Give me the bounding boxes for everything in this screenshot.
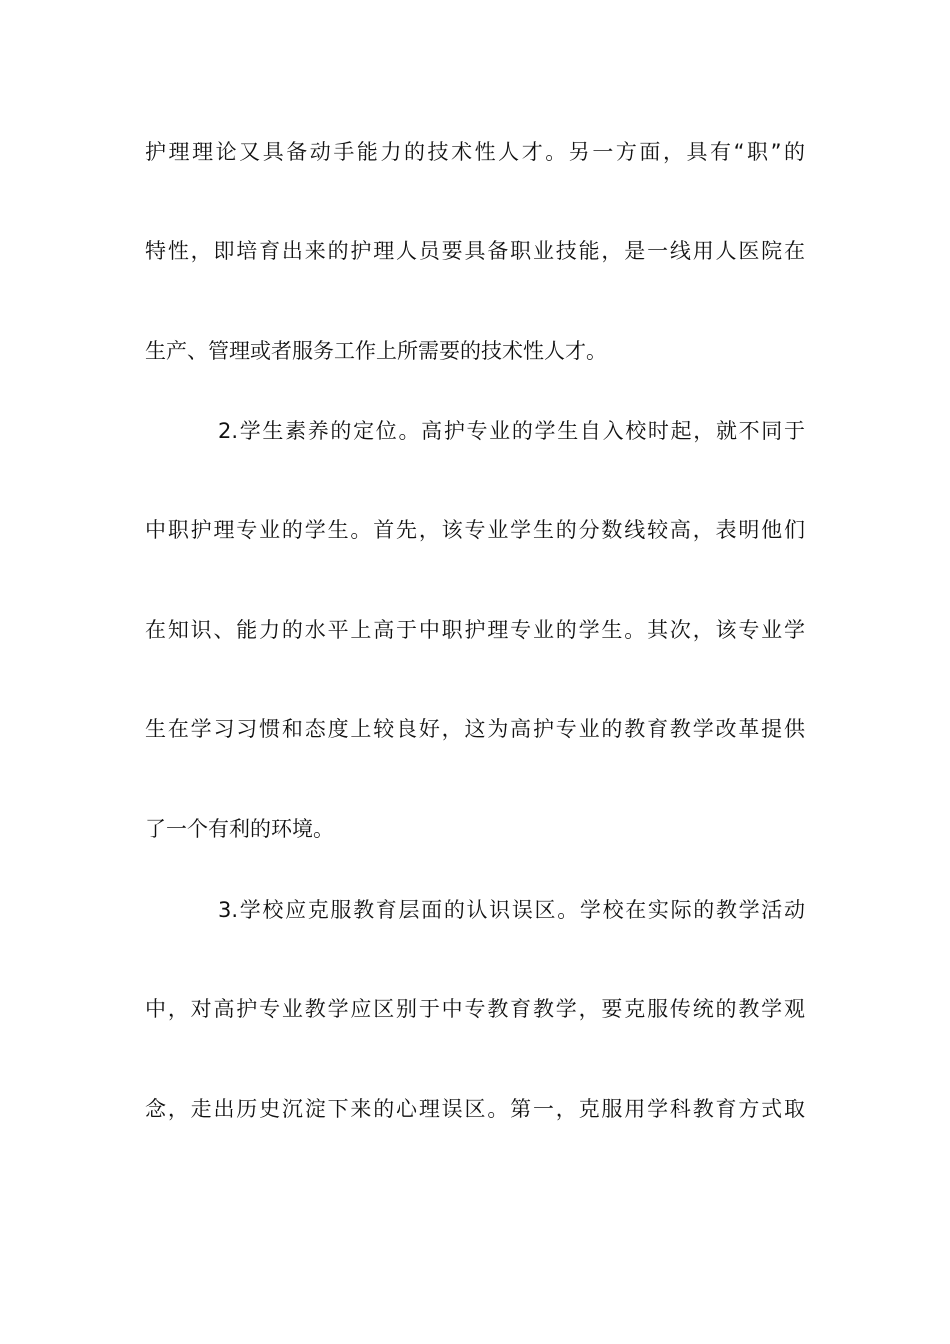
text-line: 特性，即培育出来的护理人员要具备职业技能，是一线用人医院在 xyxy=(145,239,805,263)
paragraph-heading-line: 3.学校应克服教育层面的认识误区。学校在实际的教学活动 xyxy=(218,898,805,922)
text-line: 生在学习习惯和态度上较良好，这为高护专业的教育教学改革提供 xyxy=(145,717,805,741)
text-line: 了一个有利的环境。 xyxy=(145,817,334,841)
text-line: 中，对高护专业教学应区别于中专教育教学，要克服传统的教学观 xyxy=(145,997,805,1021)
paragraph-heading-line: 2.学生素养的定位。高护专业的学生自入校时起，就不同于 xyxy=(218,419,805,443)
text-line: 中职护理专业的学生。首先，该专业学生的分数线较高，表明他们 xyxy=(145,518,805,542)
text-line: 生产、管理或者服务工作上所需要的技术性人才。 xyxy=(145,339,607,363)
text-line: 念，走出历史沉淀下来的心理误区。第一，克服用学科教育方式取 xyxy=(145,1097,805,1121)
text-line: 护理理论又具备动手能力的技术性人才。另一方面，具有“职”的 xyxy=(145,140,805,164)
text-line: 在知识、能力的水平上高于中职护理专业的学生。其次，该专业学 xyxy=(145,618,805,642)
